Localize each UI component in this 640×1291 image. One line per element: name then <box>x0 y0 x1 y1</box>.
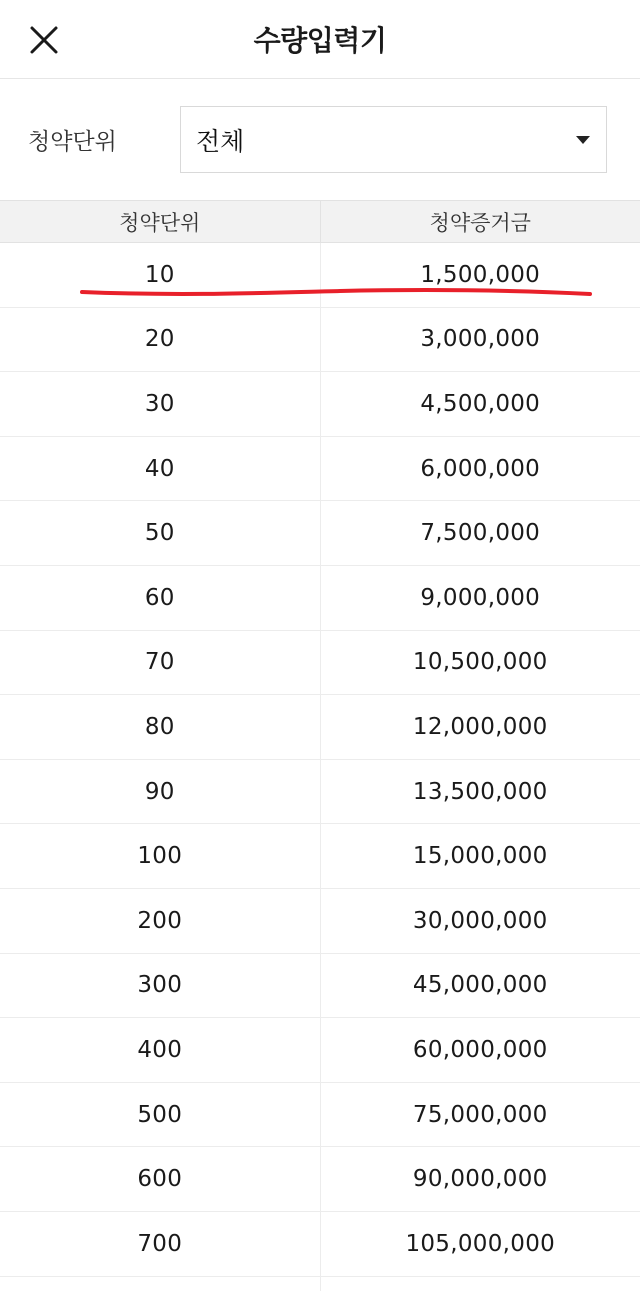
table-row[interactable] <box>0 501 640 566</box>
deposit-cell: 75,000,000 <box>320 1082 640 1147</box>
deposit-cell: 12,000,000 <box>320 695 640 760</box>
unit-cell: 90 <box>0 759 320 824</box>
unit-cell: 10 <box>0 243 320 308</box>
deposit-cell: 45,000,000 <box>320 953 640 1018</box>
unit-cell: 50 <box>0 501 320 566</box>
table-row[interactable] <box>0 565 640 630</box>
dropdown-arrow-icon <box>576 136 590 144</box>
table-row[interactable] <box>0 1147 640 1212</box>
unit-cell: 70 <box>0 630 320 695</box>
unit-cell: 600 <box>0 1147 320 1212</box>
deposit-cell: 30,000,000 <box>320 888 640 953</box>
table-row[interactable] <box>0 436 640 501</box>
unit-cell: 100 <box>0 824 320 889</box>
deposit-cell: 13,500,000 <box>320 759 640 824</box>
deposit-cell: 105,000,000 <box>320 1211 640 1276</box>
table-row[interactable] <box>0 824 640 889</box>
table-row[interactable] <box>0 630 640 695</box>
table-row[interactable] <box>0 888 640 953</box>
close-button[interactable] <box>22 20 66 60</box>
modal-header <box>0 0 640 79</box>
table-row[interactable] <box>0 1018 640 1083</box>
unit-cell: 30 <box>0 372 320 437</box>
deposit-cell: 4,500,000 <box>320 372 640 437</box>
deposit-cell: 3,000,000 <box>320 307 640 372</box>
unit-cell: 500 <box>0 1082 320 1147</box>
close-icon <box>29 25 59 55</box>
unit-cell: 80 <box>0 695 320 760</box>
deposit-cell: 9,000,000 <box>320 565 640 630</box>
deposit-cell: 90,000,000 <box>320 1147 640 1212</box>
table-row[interactable] <box>0 695 640 760</box>
unit-cell: 40 <box>0 436 320 501</box>
deposit-cell: 6,000,000 <box>320 436 640 501</box>
table-row[interactable] <box>0 243 640 308</box>
table-row[interactable] <box>0 953 640 1018</box>
deposit-cell: 15,000,000 <box>320 824 640 889</box>
deposit-cell: 60,000,000 <box>320 1018 640 1083</box>
unit-cell: 20 <box>0 307 320 372</box>
deposit-table <box>0 200 640 1291</box>
table-header-row <box>0 201 640 243</box>
filter-row <box>0 79 640 200</box>
table-row[interactable] <box>0 759 640 824</box>
unit-cell: 300 <box>0 953 320 1018</box>
unit-cell: 400 <box>0 1018 320 1083</box>
deposit-cell: 10,500,000 <box>320 630 640 695</box>
table-row[interactable] <box>0 372 640 437</box>
filter-label: 청약단위 <box>28 129 117 155</box>
deposit-cell <box>320 1276 640 1291</box>
unit-cell <box>0 1276 320 1291</box>
column-header-deposit: 청약증거금 <box>320 201 640 243</box>
unit-cell: 700 <box>0 1211 320 1276</box>
page-title: 수량입력기 <box>253 24 387 57</box>
table-row[interactable] <box>0 1211 640 1276</box>
unit-select[interactable] <box>180 106 607 173</box>
table-row[interactable] <box>0 1082 640 1147</box>
table-row[interactable] <box>0 307 640 372</box>
unit-cell: 200 <box>0 888 320 953</box>
unit-select-value: 전체 <box>196 126 245 156</box>
table-row[interactable] <box>0 1276 640 1291</box>
unit-cell: 60 <box>0 565 320 630</box>
deposit-cell: 7,500,000 <box>320 501 640 566</box>
deposit-cell: 1,500,000 <box>320 243 640 308</box>
column-header-unit: 청약단위 <box>0 201 320 243</box>
